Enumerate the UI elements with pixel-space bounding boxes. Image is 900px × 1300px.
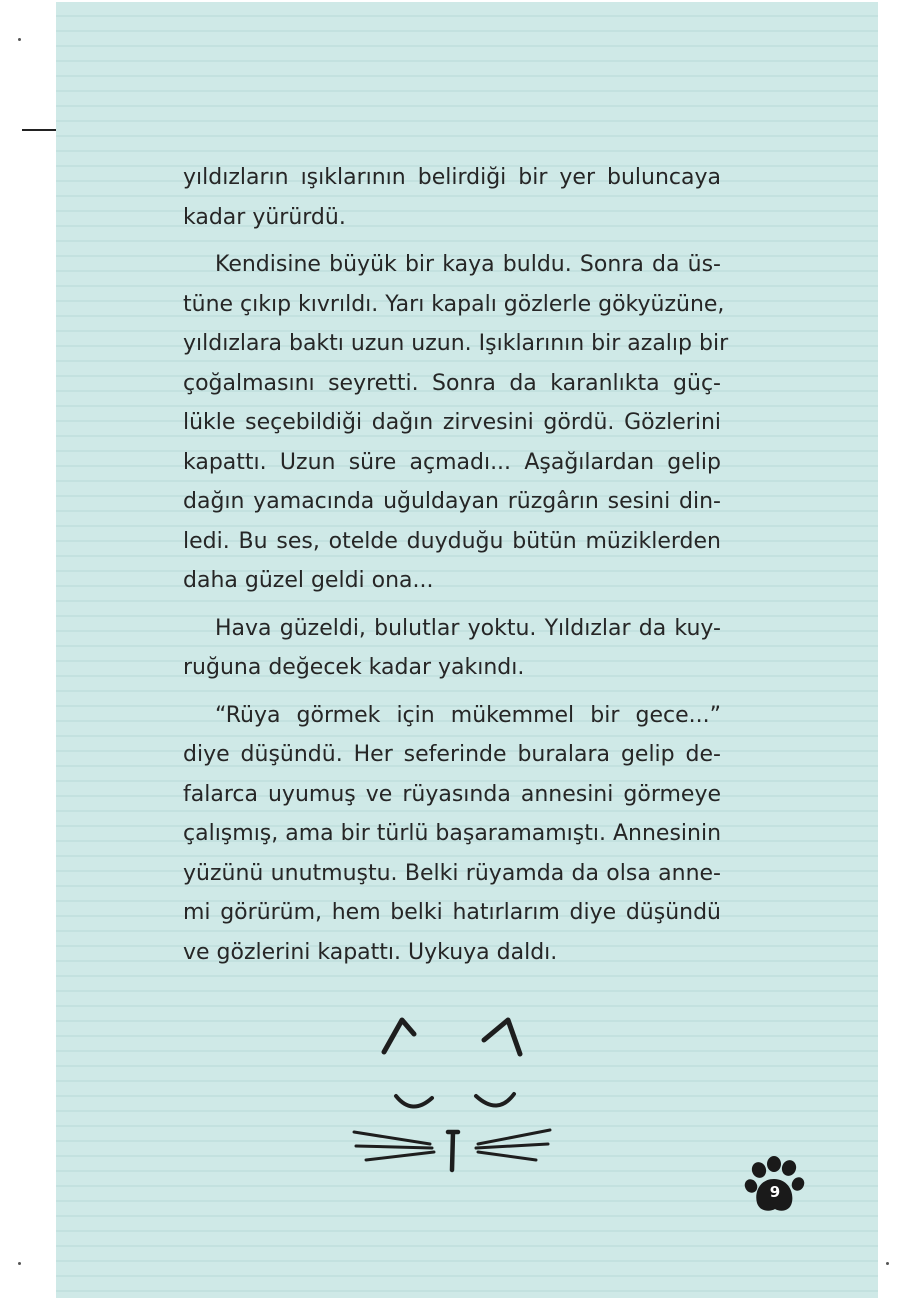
cat-left-ear bbox=[384, 1020, 414, 1052]
cat-right-whiskers bbox=[476, 1130, 550, 1160]
page-number: 9 bbox=[769, 1183, 781, 1201]
text-line: ruğuna değecek kadar yakındı. bbox=[183, 655, 525, 680]
text-line: daha güzel geldi ona... bbox=[183, 568, 434, 593]
text-line: “Rüya görmek için mükemmel bir gece...” bbox=[215, 702, 721, 728]
text-line: ledi. Bu ses, otelde duyduğu bütün müziklerden bbox=[183, 528, 721, 554]
text-line: falarca uyumuş ve rüyasında annesini görmeye bbox=[183, 781, 721, 807]
text-line: kapattı. Uzun süre açmadı... Aşağılardan gelip bbox=[183, 449, 721, 475]
crop-dot bbox=[886, 1262, 889, 1265]
text-line: diye düşündü. Her seferinde buralara gelip de- bbox=[183, 742, 721, 767]
text-line: ve gözlerini kapattı. Uykuya daldı. bbox=[183, 939, 558, 965]
sleeping-cat-face-illustration bbox=[350, 1010, 560, 1180]
cat-left-closed-eye bbox=[396, 1096, 432, 1107]
cat-left-whiskers bbox=[354, 1132, 434, 1160]
text-line: çalışmış, ama bir türlü başaramamıştı. Annesinin bbox=[183, 821, 722, 846]
text-line: mi görürüm, hem belki hatırlarım diye düşündü bbox=[183, 900, 721, 925]
text-line: lükle seçebildiği dağın zirvesini gördü. Gözlerini bbox=[183, 410, 721, 435]
text-line: yıldızların ışıklarının belirdiği bir yer buluncaya bbox=[183, 165, 721, 190]
text-line: tüne çıkıp kıvrıldı. Yarı kapalı gözlerle gökyüzüne, bbox=[183, 291, 725, 317]
text-line: dağın yamacında uğuldayan rüzgârın sesini din- bbox=[183, 489, 721, 514]
crop-dot bbox=[18, 38, 21, 41]
crop-dot bbox=[18, 1262, 21, 1265]
text-line: yüzünü unutmuştu. Belki rüyamda da olsa anne- bbox=[183, 860, 721, 886]
cat-right-ear bbox=[484, 1020, 520, 1054]
text-line: çoğalmasını seyretti. Sonra da karanlıkta güç- bbox=[183, 370, 721, 396]
text-line: kadar yürürdü. bbox=[183, 204, 346, 230]
text-line: Kendisine büyük bir kaya buldu. Sonra da üs- bbox=[215, 252, 721, 277]
text-line: Hava güzeldi, bulutlar yoktu. Yıldızlar da kuy- bbox=[215, 615, 721, 641]
crop-mark bbox=[22, 129, 56, 131]
text-line: yıldızlara baktı uzun uzun. Işıklarının bir azalıp bir bbox=[183, 331, 729, 356]
cat-nose bbox=[448, 1132, 458, 1170]
cat-right-closed-eye bbox=[476, 1094, 514, 1106]
story-text bbox=[183, 158, 729, 972]
